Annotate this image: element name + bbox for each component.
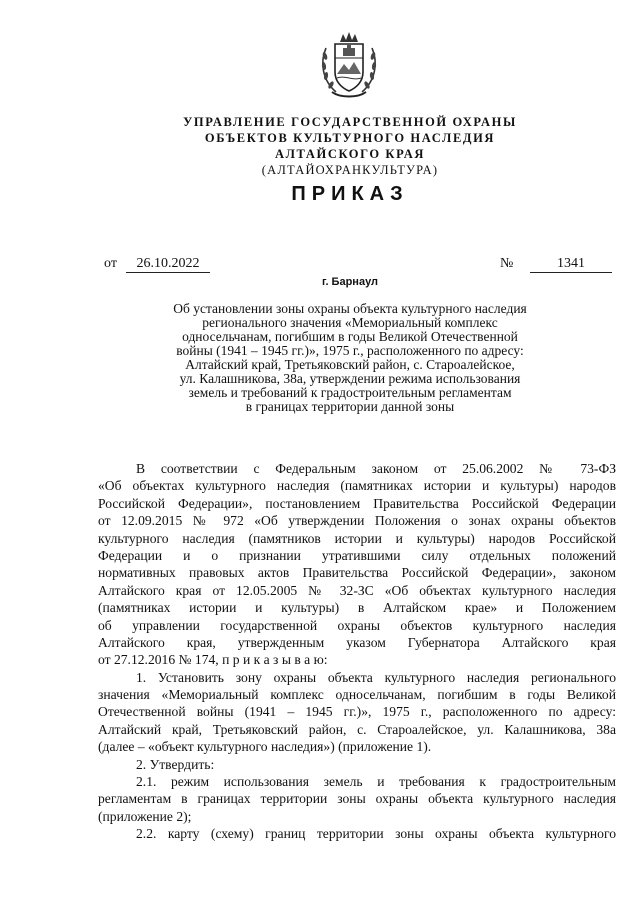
body-line: регламентам в границах территории зоны охраны объекта культурного наследия	[98, 791, 616, 807]
body-line: 2.2. карту (схему) границ территории зоны охраны объекта культурного	[136, 826, 616, 842]
body-line: В соответствии с Федеральным законом от 25.06.2002 № 73-ФЗ	[136, 461, 616, 476]
document-title: ПРИКАЗ	[291, 183, 409, 205]
body-line: 1. Установить зону охраны объекта культурного наследия регионального	[136, 669, 616, 685]
body-line: 2.1. режим использования земель и требования к градостроительным	[136, 774, 616, 790]
body-line: (памятниках истории и культуры) в Алтайском крае» и Положением	[98, 600, 616, 616]
body-line: Алтайского края, утвержденным указом Губернатора Алтайского края	[98, 634, 616, 650]
body-line: Алтайский край, Третьяковский район, с. Староалейское, ул. Калашникова, 38а	[98, 721, 616, 737]
document-body	[98, 460, 616, 843]
org-line-3: АЛТАЙСКОГО КРАЯ	[275, 147, 425, 161]
subject-line: односельчанам, погибшим в годы Великой Отечественной	[182, 329, 518, 344]
subject-line: земель и требований к градостроительным регламентам	[188, 385, 512, 400]
body-line: Российской Федерации», постановлением Правительства Российской Федерации	[98, 495, 616, 511]
org-line-2: ОБЪЕКТОВ КУЛЬТУРНОГО НАСЛЕДИЯ	[204, 131, 496, 145]
organization-name	[0, 114, 640, 178]
document-date: 26.10.2022	[126, 256, 210, 273]
number-label: №	[500, 256, 514, 271]
body-line: (далее – «объект культурного наследия») (приложение 1).	[98, 739, 432, 755]
subject-line: ул. Калашникова, 38а, утверждении режима использования	[179, 371, 521, 386]
subject-line: войны (1941 – 1945 гг.)», 1975 г., расположенного по адресу:	[176, 343, 524, 358]
altai-krai-coat-of-arms-icon	[318, 28, 380, 100]
body-line: Федерации и о признании утратившими силу отдельных положений	[98, 547, 616, 563]
body-line: (приложение 2);	[98, 808, 192, 824]
body-line: 2. Утвердить:	[136, 756, 215, 772]
document-number: 1341	[530, 256, 612, 273]
body-line: культурного наследия (памятников истории и культуры) народов Российской	[98, 530, 616, 546]
body-line: «Об объектах культурного наследия (памятниках истории и культуры) народов	[98, 478, 616, 494]
subject-line: регионального значения «Мемориальный комплекс	[202, 315, 498, 330]
org-abbreviation: (АЛТАЙОХРАНКУЛЬТУРА)	[261, 163, 439, 177]
subject-line: Об установлении зоны охраны объекта культурного наследия	[173, 301, 527, 316]
org-line-1: УПРАВЛЕНИЕ ГОСУДАРСТВЕННОЙ ОХРАНЫ	[183, 115, 517, 129]
subject-line: в границах территории данной зоны	[245, 399, 455, 414]
body-line: Отечественной войны (1941 – 1945 гг.)», 1975 г., расположенного по адресу:	[98, 704, 616, 720]
body-line: Алтайского края от 12.05.2005 № 32-ЗС «Об объектах культурного наследия	[98, 582, 616, 598]
body-line: нормативных правовых актов Правительства Российской Федерации», законом	[98, 565, 616, 581]
date-label: от	[104, 256, 117, 271]
document-city: г. Барнаул	[321, 276, 379, 288]
body-line: об управлении государственной охраны объектов культурного наследия	[98, 617, 616, 633]
body-line: от 27.12.2016 № 174, п р и к а з ы в а ю:	[98, 652, 328, 668]
subject-line: Алтайский край, Третьяковский район, с. Староалейское,	[185, 357, 515, 372]
body-line: значения «Мемориальный комплекс односельчанам, погибшим в годы Великой	[98, 687, 616, 703]
document-subject	[110, 302, 590, 414]
body-line: от 12.09.2015 № 972 «Об утверждении Положения о зонах охраны объектов	[98, 513, 616, 529]
